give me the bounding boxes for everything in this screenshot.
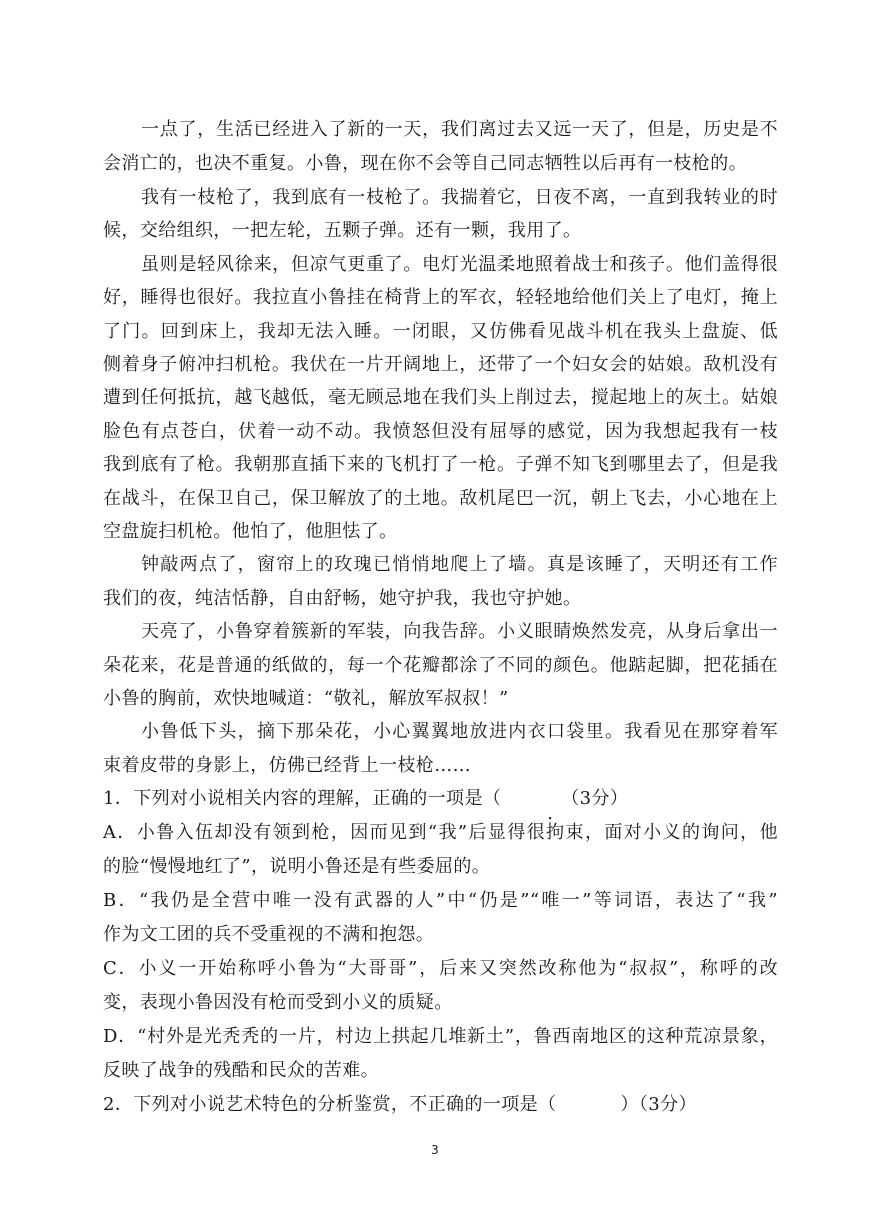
question-1: [103, 787, 778, 824]
passage-line: 在战斗，在保卫自己，保卫解放了的土地。敌机尾巴一沉，朝上飞去，小心地在上: [103, 488, 778, 509]
option-a: A．小鲁入伍却没有领到枪，因而见到“我”后显得很拘束，面对小义的询问，他: [103, 822, 778, 843]
option-d: D．“村外是光秃秃的一片，村边上拱起几堆新土”，鲁西南地区的这种荒凉景象，: [103, 1026, 778, 1047]
passage-line: 我到底有了枪。我朝那直插下来的飞机打了一枪。子弹不知飞到哪里去了，但是我: [103, 454, 778, 475]
option-d-cont: 反映了战争的残酷和民众的苦难。: [103, 1060, 379, 1081]
passage-line: 我们的夜，纯洁恬静，自由舒畅，她守护我，我也守护她。: [103, 588, 582, 609]
passage-line: 束着皮带的身影上，仿佛已经背上一枝枪……: [103, 755, 471, 776]
passage-line: 侧着身子俯冲扫机枪。我伏在一片开阔地上，还带了一个妇女会的姑娘。敌机没有: [103, 354, 778, 375]
question-2: [103, 1093, 778, 1117]
passage-line: 会消亡的，也决不重复。小鲁，现在你不会等自己同志牺牲以后再有一枝枪的。: [103, 153, 747, 174]
passage-line: 小鲁低下头，摘下那朵花，小心翼翼地放进内衣口袋里。我看见在那穿着军: [141, 721, 778, 742]
option-c: C．小义一开始称呼小鲁为“大哥哥”，后来又突然改称他为“叔叔”，称呼的改: [103, 958, 778, 979]
option-c-cont: 变，表现小鲁因没有枪而受到小义的质疑。: [103, 992, 453, 1013]
passage-line: 小鲁的胸前，欢快地喊道：“敬礼，解放军叔叔！”: [103, 688, 509, 709]
question-stem: 1．下列对小说相关内容的理解，正确的一项是（: [103, 788, 502, 809]
passage-line: 候，交给组织，一把左轮，五颗子弹。还有一颗，我用了。: [103, 220, 582, 241]
page-number: 3: [431, 1143, 439, 1157]
passage-line: 了门。回到床上，我却无法入睡。一闭眼，又仿佛看见战斗机在我头上盘旋、低: [103, 321, 778, 342]
option-a-cont: 的脸“慢慢地红了”，说明小鲁还是有些委屈的。: [103, 856, 491, 877]
passage-line: 我有一枝枪了，我到底有一枝枪了。我揣着它，日夜不离，一直到我转业的时: [141, 187, 778, 208]
passage-line: 脸色有点苍白，伏着一动不动。我愤怒但没有屈辱的感觉，因为我想起我有一枝: [103, 421, 778, 442]
score-mark: （3分）: [561, 788, 629, 809]
option-b: B．“我仍是全营中唯一没有武器的人”中“仍是”“唯一”等词语，表达了“我”: [103, 890, 778, 911]
blank-mark: .: [547, 803, 554, 824]
passage-line: 空盘旋扫机枪。他怕了，他胆怯了。: [103, 521, 398, 542]
passage-line: 遭到任何抵抗，越飞越低，毫无顾忌地在我们头上削过去，搅起地上的灰土。姑娘: [103, 387, 778, 408]
passage-line: 朵花来，花是普通的纸做的，每一个花瓣都涂了不同的颜色。他踮起脚，把花插在: [103, 655, 778, 676]
question-stem: 2．下列对小说艺术特色的分析鉴赏，不正确的一项是（: [103, 1094, 557, 1115]
passage-line: 好，睡得也很好。我拉直小鲁挂在椅背上的军衣，轻轻地给他们关上了电灯，掩上: [103, 287, 778, 308]
passage-line: 天亮了，小鲁穿着簇新的军装，向我告辞。小义眼睛焕然发亮，从身后拿出一: [141, 621, 778, 642]
passage-line: 虽则是轻风徐来，但凉气更重了。电灯光温柔地照着战士和孩子。他们盖得很: [141, 254, 778, 275]
blank-close: ）: [620, 1094, 639, 1115]
passage-line: 钟敲两点了，窗帘上的玫瑰已悄悄地爬上了墙。真是该睡了，天明还有工作: [141, 554, 778, 575]
option-b-cont: 作为文工团的兵不受重视的不满和抱怨。: [103, 924, 435, 945]
score-mark: （3分）: [638, 1094, 697, 1115]
passage-line: 一点了，生活已经进入了新的一天，我们离过去又远一天了，但是，历史是不: [141, 119, 778, 140]
